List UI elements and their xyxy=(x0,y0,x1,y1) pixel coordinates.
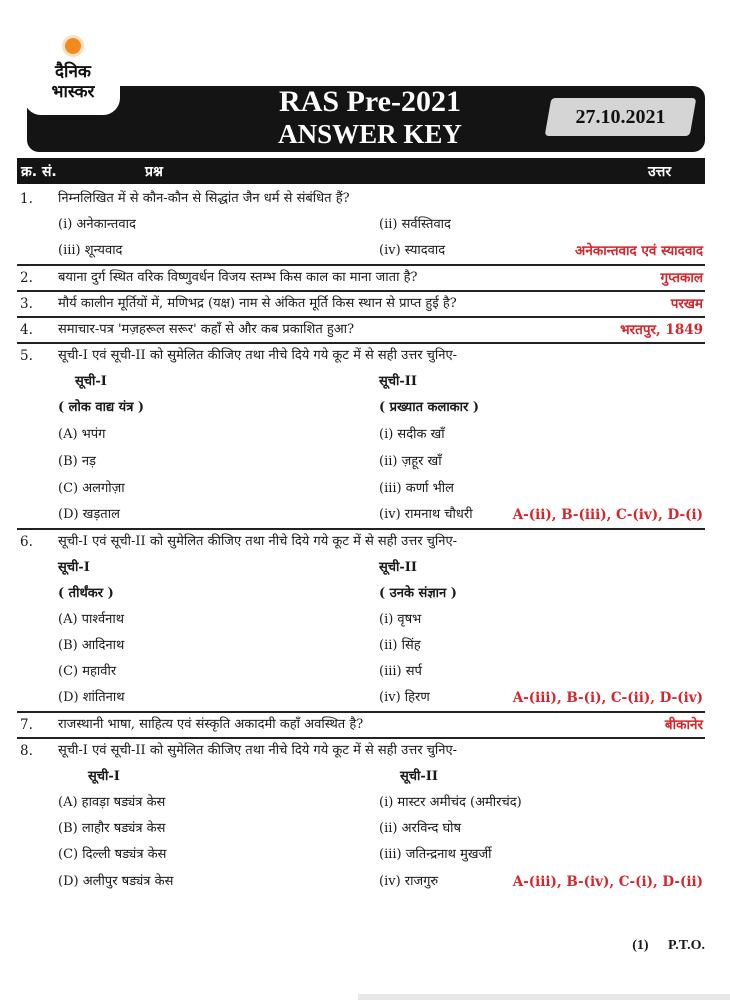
question-text: राजस्थानी भाषा, साहित्य एवं संस्कृति अकादमी कहाँ अवस्थित है? xyxy=(58,717,364,732)
list2-item: (ii) ज़हूर खाँ xyxy=(379,454,442,469)
list1-item: (D) शांतिनाथ xyxy=(58,690,125,705)
option: (i) अनेकान्तवाद xyxy=(58,217,136,232)
answer: A-(ii), B-(iii), C-(iv), D-(i) xyxy=(512,507,703,523)
answer: गुप्तकाल xyxy=(660,270,703,286)
question-number: 4. xyxy=(20,322,33,338)
logo-text-line1: दैनिक xyxy=(55,62,91,82)
match-row xyxy=(0,790,730,816)
list-subtitle-row xyxy=(0,581,730,607)
question-text: सूची-I एवं सूची-II को सुमेलित कीजिए तथा नीचे दिये गये कूट में से सही उत्तर चुनिए- xyxy=(58,348,458,363)
question-row xyxy=(0,186,730,212)
list2-item: (iii) सर्प xyxy=(379,664,422,679)
match-row xyxy=(0,476,730,502)
list-title-row xyxy=(0,764,730,790)
match-row xyxy=(0,842,730,868)
option: (ii) सर्वस्तिवाद xyxy=(379,217,451,232)
list2-item: (ii) सिंह xyxy=(379,638,421,653)
list1-item: (B) लाहौर षड्यंत्र केस xyxy=(58,821,166,836)
question-number: 6. xyxy=(20,534,33,550)
sun-icon xyxy=(65,38,81,54)
list2-item: (ii) अरविन्द घोष xyxy=(379,821,462,836)
list1-subtitle: ( तीर्थंकर ) xyxy=(58,586,114,601)
list1-title: सूची-I xyxy=(75,374,107,389)
dainik-bhaskar-logo xyxy=(27,28,117,112)
footer-strip xyxy=(358,994,730,1000)
exam-title: RAS Pre-2021 xyxy=(279,85,461,118)
column-header xyxy=(17,158,705,184)
answer-key-heading: ANSWER KEY xyxy=(278,119,462,149)
page-number: (1) xyxy=(632,938,649,953)
list2-subtitle: ( प्रख्यात कलाकार ) xyxy=(379,400,480,415)
list2-item: (iv) राजगुरु xyxy=(379,874,439,889)
list1-title: सूची-I xyxy=(58,560,90,575)
match-row xyxy=(0,607,730,633)
question-number: 8. xyxy=(20,743,33,759)
option-row xyxy=(0,212,730,238)
list2-title: सूची-II xyxy=(379,374,417,389)
question-row xyxy=(0,738,730,764)
question-number: 3. xyxy=(20,296,33,312)
match-row xyxy=(0,869,730,895)
list-title-row xyxy=(0,369,730,395)
list-title-row xyxy=(0,555,730,581)
question-row xyxy=(0,529,730,555)
question-row xyxy=(0,712,730,738)
answer: A-(iii), B-(iv), C-(i), D-(ii) xyxy=(512,874,703,890)
list2-title: सूची-II xyxy=(400,769,438,784)
question-number: 2. xyxy=(20,270,33,286)
list1-item: (A) पार्श्वनाथ xyxy=(58,612,125,627)
option: (iii) शून्यवाद xyxy=(58,243,123,258)
list1-item: (D) खड़ताल xyxy=(58,507,120,522)
match-row xyxy=(0,633,730,659)
answer: अनेकान्तवाद एवं स्यादवाद xyxy=(575,243,703,259)
answer: भरतपुर, 1849 xyxy=(620,322,703,338)
question-text: सूची-I एवं सूची-II को सुमेलित कीजिए तथा नीचे दिये गये कूट में से सही उत्तर चुनिए- xyxy=(58,743,458,758)
option-row xyxy=(0,238,730,264)
question-row xyxy=(0,265,730,291)
match-row xyxy=(0,449,730,475)
list1-item: (C) अलगोज़ा xyxy=(58,481,125,496)
question-text: मौर्य कालीन मूर्तियों में, मणिभद्र (यक्ष) नाम से अंकित मूर्ति किस स्थान से प्राप्त हुई है? xyxy=(58,296,457,311)
list1-title: सूची-I xyxy=(88,769,120,784)
list1-item: (B) नड़ xyxy=(58,454,96,469)
logo-text-line2: भास्कर xyxy=(51,82,95,102)
list2-item: (i) वृषभ xyxy=(379,612,422,627)
list2-item: (iii) जतिन्द्रनाथ मुखर्जी xyxy=(379,847,492,862)
page-footer xyxy=(632,938,705,954)
match-row xyxy=(0,659,730,685)
answer: परखम xyxy=(670,296,703,312)
option: (iv) स्यादवाद xyxy=(379,243,446,258)
question-header: प्रश्न xyxy=(145,164,163,180)
list2-item: (iv) हिरण xyxy=(379,690,430,705)
list2-item: (i) सदीक खाँ xyxy=(379,427,445,442)
match-row xyxy=(0,816,730,842)
list2-subtitle: ( उनके संज्ञान ) xyxy=(379,586,457,601)
match-row xyxy=(0,502,730,528)
list1-item: (A) हावड़ा षड्यंत्र केस xyxy=(58,795,166,810)
question-number: 7. xyxy=(20,717,33,733)
question-text: सूची-I एवं सूची-II को सुमेलित कीजिए तथा नीचे दिये गये कूट में से सही उत्तर चुनिए- xyxy=(58,534,458,549)
answer: बीकानेर xyxy=(664,717,703,733)
list2-title: सूची-II xyxy=(379,560,417,575)
answer-header: उत्तर xyxy=(648,164,672,180)
match-row xyxy=(0,422,730,448)
list-subtitle-row xyxy=(0,395,730,421)
match-row xyxy=(0,685,730,711)
question-text: बयाना दुर्ग स्थित वरिक विष्णुवर्धन विजय स्तम्भ किस काल का माना जाता है? xyxy=(58,270,418,285)
list2-item: (i) मास्टर अमीचंद (अमीरचंद) xyxy=(379,795,522,810)
list1-item: (A) भपंग xyxy=(58,427,106,442)
list1-item: (D) अलीपुर षड्यंत्र केस xyxy=(58,874,174,889)
question-row xyxy=(0,291,730,317)
list1-subtitle: ( लोक वाद्य यंत्र ) xyxy=(58,400,145,415)
question-text: समाचार-पत्र 'मज़हरूल सरूर' कहाँ से और कब प्रकाशित हुआ? xyxy=(58,322,355,337)
list2-item: (iii) कर्णा भील xyxy=(379,481,454,496)
list2-item: (iv) रामनाथ चौधरी xyxy=(379,507,473,522)
list1-item: (C) दिल्ली षड्यंत्र केस xyxy=(58,847,167,862)
list1-item: (C) महावीर xyxy=(58,664,117,679)
answer: A-(iii), B-(i), C-(ii), D-(iv) xyxy=(512,690,703,706)
question-row xyxy=(0,317,730,343)
serial-header: क्र. सं. xyxy=(21,164,57,180)
question-number: 1. xyxy=(20,191,33,207)
question-number: 5. xyxy=(20,348,33,364)
question-text: निम्नलिखित में से कौन-कौन से सिद्धांत जैन धर्म से संबंधित हैं? xyxy=(58,191,350,206)
pto-label: P.T.O. xyxy=(668,938,705,953)
list1-item: (B) आदिनाथ xyxy=(58,638,125,653)
exam-date: 27.10.2021 xyxy=(575,106,666,128)
question-row xyxy=(0,343,730,369)
